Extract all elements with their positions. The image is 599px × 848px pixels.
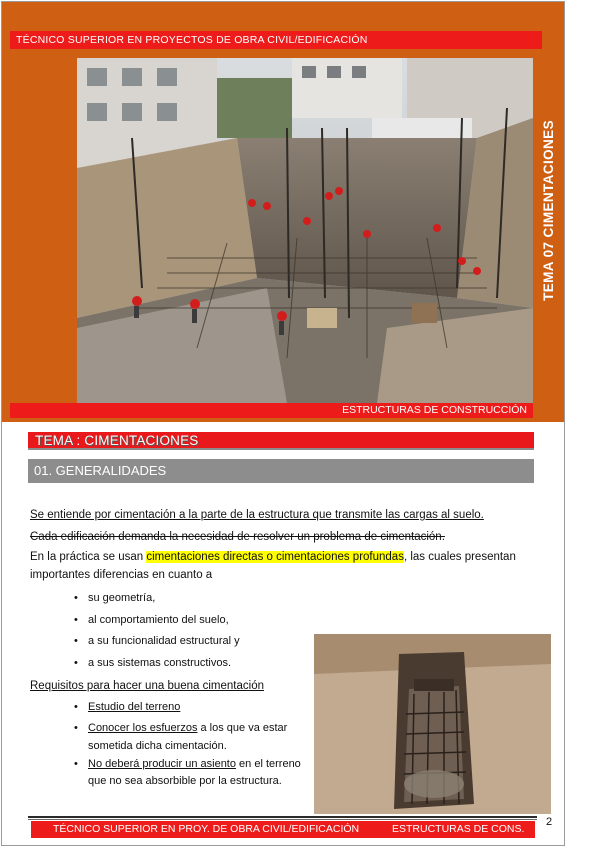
vertical-title xyxy=(538,105,558,315)
bullet-icon: • xyxy=(74,592,78,604)
requisitos-title: Requisitos para hacer una buena cimentación xyxy=(30,680,264,692)
list-item-text: a sus sistemas constructivos. xyxy=(88,657,232,669)
practice-line xyxy=(30,550,516,564)
tema-bar xyxy=(28,432,534,450)
bullet-icon: • xyxy=(74,657,78,669)
requirement-rest: a los que va estar xyxy=(197,722,288,734)
trench-photo xyxy=(314,634,551,814)
practice-line-post: , las cuales presentan xyxy=(403,551,516,563)
requirement-text xyxy=(88,757,301,771)
list-item-text: a su funcionalidad estructural y xyxy=(88,635,240,647)
list-item-text: al comportamiento del suelo, xyxy=(88,614,229,626)
bullet-icon: • xyxy=(74,614,78,626)
footer-right: ESTRUCTURAS DE CONS. xyxy=(392,823,525,835)
bullet-icon: • xyxy=(74,758,78,770)
footer-band xyxy=(31,821,535,838)
bullet-icon: • xyxy=(74,635,78,647)
excavation-photo xyxy=(77,58,533,403)
bullet-icon: • xyxy=(74,722,78,734)
requirement-text-line2: que no sea absorbible por la estructura. xyxy=(88,775,282,787)
subsection-bar xyxy=(28,459,534,483)
requirement-underlined: No deberá producir un asiento xyxy=(88,758,236,770)
requirement-rest: en el terreno xyxy=(235,758,301,770)
requirement-text-line2: sometida dicha cimentación. xyxy=(88,740,227,752)
footer-rule xyxy=(28,816,537,818)
definition-line: Se entiende por cimentación a la parte de la estructura que transmite las cargas al suelo. xyxy=(30,509,484,521)
subsection-title: 01. GENERALIDADES xyxy=(34,463,167,478)
footer-left: TÉCNICO SUPERIOR EN PROY. DE OBRA CIVIL/EDIFICACIÓN xyxy=(53,823,360,835)
vertical-title-text: TEMA 07 CIMENTACIONES xyxy=(540,119,556,301)
requirement-text xyxy=(88,721,287,735)
highlighted-text: cimentaciones directas o cimentaciones profundas xyxy=(146,551,404,563)
top-band: TÉCNICO SUPERIOR EN PROYECTOS DE OBRA CIVIL/EDIFICACIÓN xyxy=(10,31,542,49)
requirement-text: Estudio del terreno xyxy=(88,701,181,713)
problem-line: Cada edificación demanda la necesidad de resolver un problema de cimentación. xyxy=(30,531,445,543)
page-number: 2 xyxy=(546,816,553,828)
list-item-text: su geometría, xyxy=(88,592,156,604)
requirement-underlined: Conocer los esfuerzos xyxy=(88,722,198,734)
footer-rule-thin xyxy=(28,819,537,820)
practice-line-pre: En la práctica se usan xyxy=(30,551,147,563)
tema-title: TEMA : CIMENTACIONES xyxy=(35,433,199,448)
differences-line: importantes diferencias en cuanto a xyxy=(30,569,213,581)
bullet-icon: • xyxy=(74,701,78,713)
bottom-band: ESTRUCTURAS DE CONSTRUCCIÓN xyxy=(10,403,533,418)
